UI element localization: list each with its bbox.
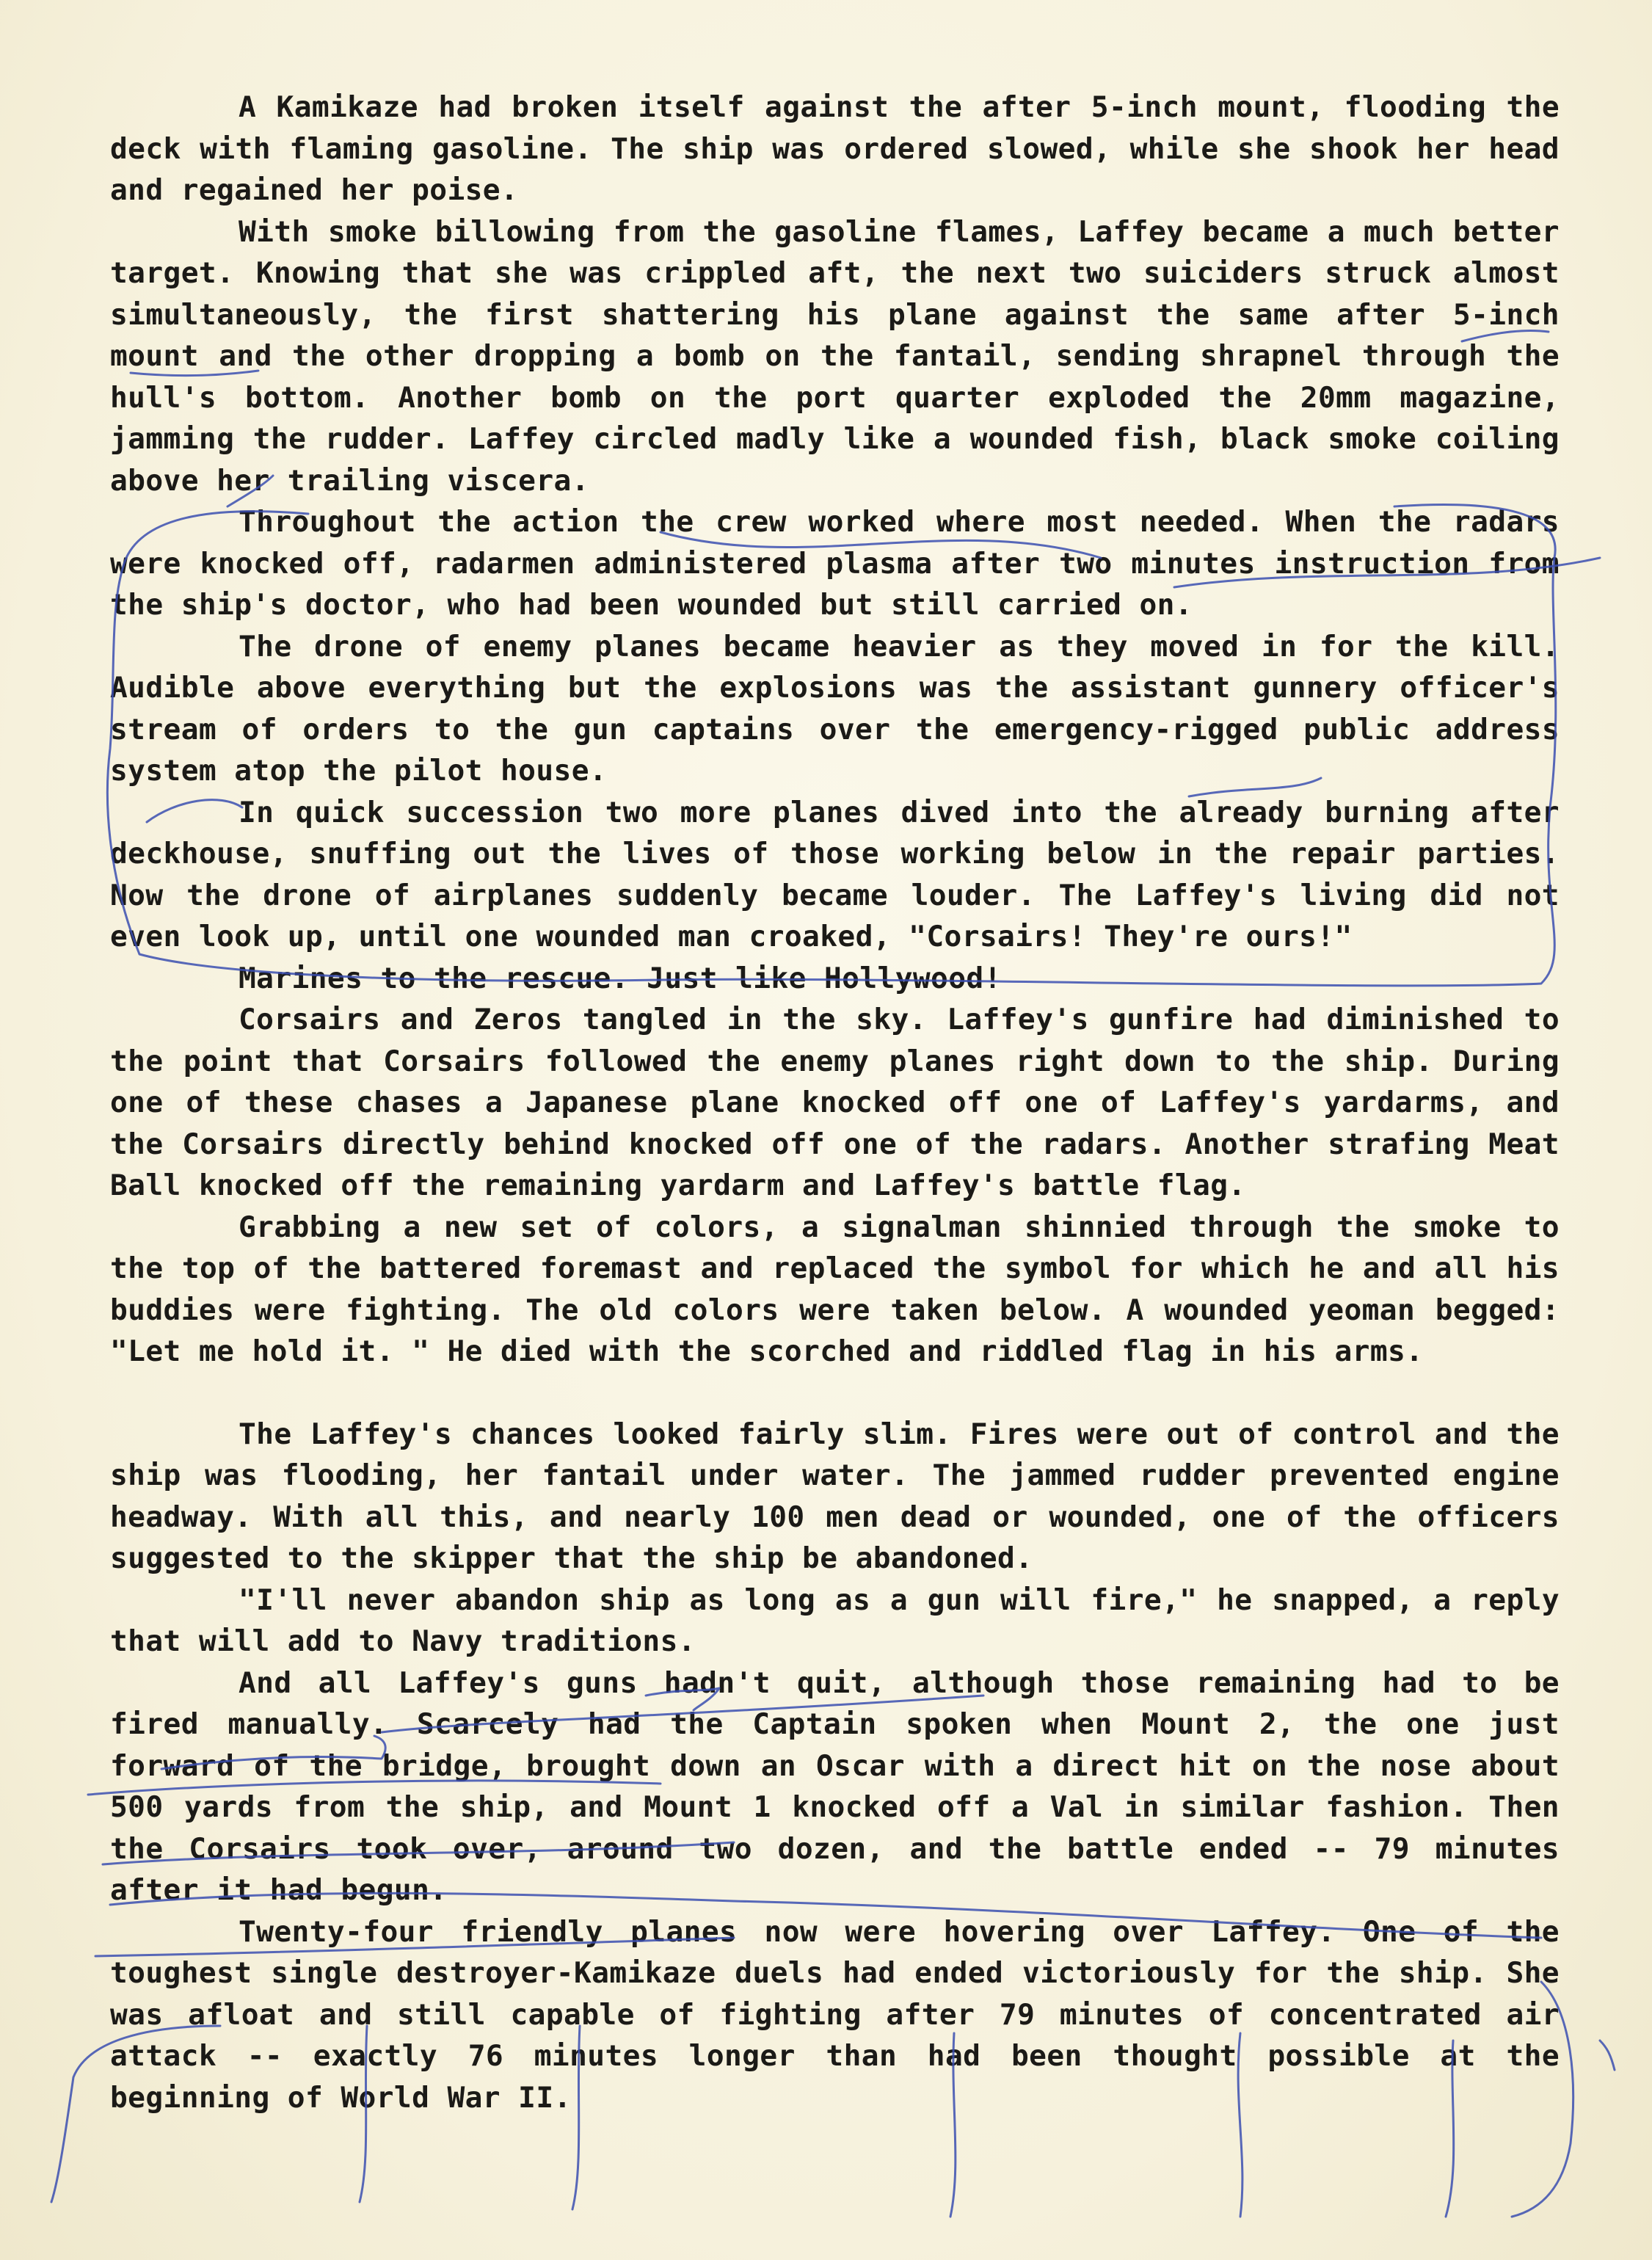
- paragraph-kamikaze-mount: A Kamikaze had broken itself against the after 5-inch mount, flooding the deck with flaming gasoline. The ship was ordered slowed, while she shook her head and regained her poise.: [110, 90, 1560, 207]
- paragraph-new-colors: Grabbing a new set of colors, a signalman shinnied through the smoke to the top of the battered foremast and replaced the symbol for which he and all his buddies were fighting. The old colors were taken below. A wounded yeoman begged: "Let me hold it. " He died with the scorched and riddled flag in his arms.: [110, 1210, 1560, 1368]
- paragraph-never-abandon: "I'll never abandon ship as long as a gun will fire," he snapped, a reply that will add to Navy traditions.: [110, 1583, 1560, 1658]
- paragraph-smoke-billowing: With smoke billowing from the gasoline flames, Laffey became a much better target. Knowing that she was crippled aft, the next two suiciders struck almost simultaneously, the first shattering his plane against the same after 5-inch mount and the other dropping a bomb on the fantail, sending shrapnel through the hull's bottom. Another bomb on the port quarter exploded the 20mm magazine, jamming the rudder. Laffey circled madly like a wounded fish, black smoke coiling above her trailing viscera.: [110, 214, 1560, 498]
- typescript-body: [110, 87, 1560, 2118]
- paragraph-corsairs-zeros: Corsairs and Zeros tangled in the sky. Laffey's gunfire had diminished to the point that Corsairs followed the enemy planes right down to the ship. During one of these chases a Japanese plane knocked off one of Laffey's yardarms, and the Corsairs directly behind knocked off one of the radars. Another strafing Meat Ball knocked off the remaining yardarm and Laffey's battle flag.: [110, 1003, 1560, 1202]
- paragraph-twenty-four-planes: Twenty-four friendly planes now were hovering over Laffey. One of the toughest single destroyer-Kamikaze duels had ended victoriously for the ship. She was afloat and still capable of fighting after 79 minutes of concentrated air attack -- exactly 76 minutes longer than had been thought possible at the beginning of World War II.: [110, 1914, 1560, 2115]
- paragraph-quick-succession: In quick succession two more planes dived into the already burning after deckhouse, snuffing out the lives of those working below in the repair parties. Now the drone of airplanes suddenly became louder. The Laffey's living did not even look up, until one wounded man croaked, "Corsairs! They're ours!": [110, 795, 1560, 953]
- paragraph-marines-rescue: Marines to the rescue. Just like Hollywood!: [239, 961, 1002, 995]
- pen-tick-mark: [1600, 2041, 1615, 2070]
- paragraph-chances-slim: The Laffey's chances looked fairly slim. Fires were out of control and the ship was flooding, her fantail under water. The jammed rudder prevented engine headway. With all this, and nearly 100 men dead or wounded, one of the officers suggested to the skipper that the ship be abandoned.: [110, 1417, 1560, 1575]
- paragraph-drone-of-planes: The drone of enemy planes became heavier as they moved in for the kill. Audible above everything but the explosions was the assistant gunnery officer's stream of orders to the gun captains over the emergency-rigged public address system atop the pilot house.: [110, 629, 1560, 788]
- paragraph-crew-worked: Throughout the action the crew worked where most needed. When the radars were knocked off, radarmen administered plasma after two minutes instruction from the ship's doctor, who had been wounded but still carried on.: [110, 505, 1560, 622]
- paragraph-guns-hadnt-quit: And all Laffey's guns hadn't quit, although those remaining had to be fired manually. Scarcely had the Captain spoken when Mount 2, the one just forward of the bridge, brought down an Oscar with a direct hit on the nose about 500 yards from the ship, and Mount 1 knocked off a Val in similar fashion. Then the Corsairs took over, around two dozen, and the battle ended -- 79 minutes after it had begun.: [110, 1665, 1560, 1907]
